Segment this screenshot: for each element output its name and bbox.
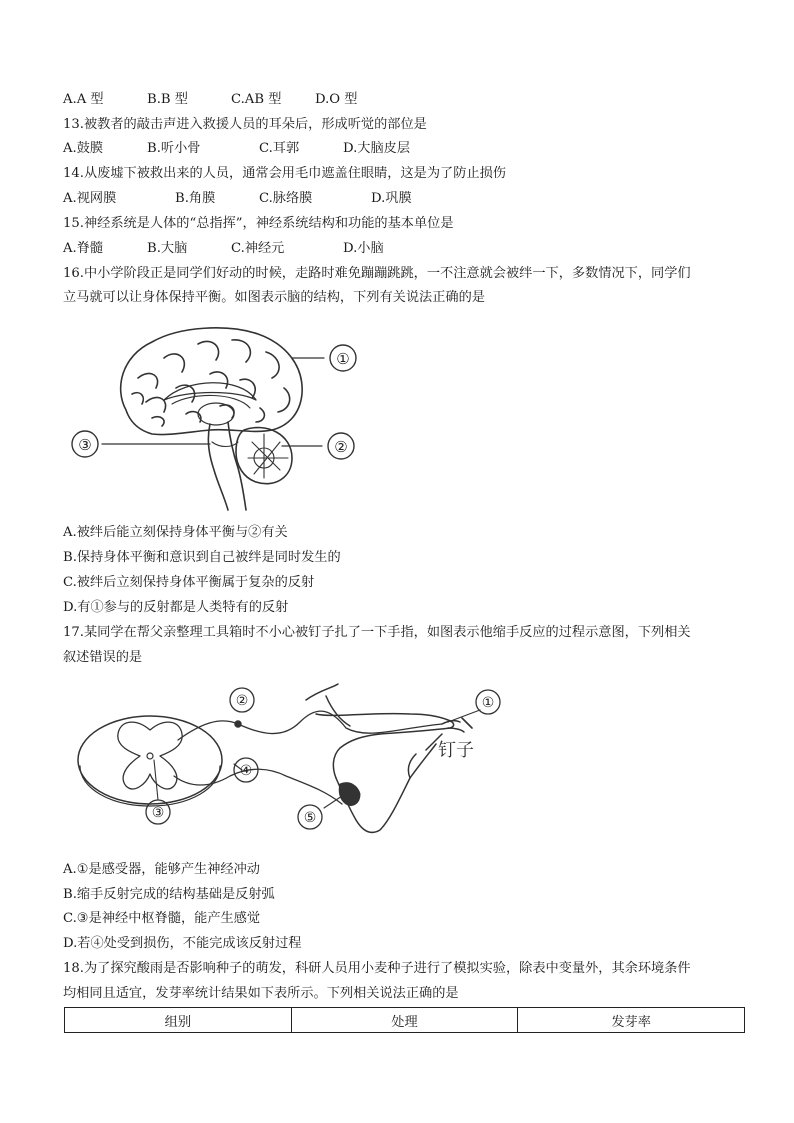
reflex-label-3: ③: [151, 805, 165, 821]
q16-option-c[interactable]: C.被绊后立刻保持身体平衡属于复杂的反射: [63, 575, 315, 590]
germination-table: [64, 1007, 745, 1033]
reflex-label-5: ⑤: [303, 810, 317, 826]
nail-label: 钉子: [438, 740, 474, 761]
table-header-row: [65, 1008, 745, 1033]
q13-option-d[interactable]: D.大脑皮层: [343, 141, 411, 156]
table-header-germination-rate: 发芽率: [518, 1008, 745, 1033]
q14-option-c[interactable]: C.脉络膜: [259, 191, 313, 206]
q15-option-b[interactable]: B.大脑: [147, 241, 188, 256]
q13-option-a[interactable]: A.鼓膜: [63, 141, 104, 156]
reflex-label-1: ①: [481, 695, 495, 711]
q16-option-b[interactable]: B.保持身体平衡和意识到自己被绊是同时发生的: [63, 550, 341, 565]
q14-option-a[interactable]: A.视网膜: [63, 191, 117, 206]
q12-option-d[interactable]: D.O 型: [315, 92, 358, 107]
q17-option-c[interactable]: C.③是神经中枢脊髓，能产生感觉: [63, 911, 261, 926]
q16-option-a[interactable]: A.被绊后能立刻保持身体平衡与②有关: [63, 525, 288, 540]
q15-option-d[interactable]: D.小脑: [343, 241, 384, 256]
q14-option-d[interactable]: D.巩膜: [371, 191, 412, 206]
q14-stem: 14.从废墟下被救出来的人员，通常会用毛巾遮盖住眼睛，这是为了防止损伤: [63, 166, 506, 181]
q12-option-a[interactable]: A.A 型: [63, 92, 104, 107]
reflex-arc-figure: [70, 680, 510, 855]
brain-label-3: ③: [78, 436, 92, 454]
q15-stem: 15.神经系统是人体的“总指挥”，神经系统结构和功能的基本单位是: [63, 216, 454, 231]
q15-option-c[interactable]: C.神经元: [231, 241, 285, 256]
q16-stem-line2: 立马就可以让身体保持平衡。如图表示脑的结构，下列有关说法正确的是: [63, 290, 485, 305]
brain-structure-figure: [60, 318, 380, 513]
reflex-label-4: ④: [239, 763, 253, 779]
q17-option-a[interactable]: A.①是感受器，能够产生神经冲动: [63, 862, 260, 877]
table-header-group: 组别: [65, 1008, 292, 1033]
q16-option-d[interactable]: D.有①参与的反射都是人类特有的反射: [63, 600, 289, 615]
q16-stem-line1: 16.中小学阶段正是同学们好动的时候，走路时难免蹦蹦跳跳，一不注意就会被绊一下，多数情况下，同学们: [63, 266, 691, 281]
q12-option-c[interactable]: C.AB 型: [231, 92, 282, 107]
q12-option-b[interactable]: B.B 型: [147, 92, 188, 107]
q17-option-d[interactable]: D.若④处受到损伤，不能完成该反射过程: [63, 936, 302, 951]
q17-stem-line1: 17.某同学在帮父亲整理工具箱时不小心被钉子扎了一下手指，如图表示他缩手反应的过程示意图，下列相关: [63, 625, 691, 640]
q13-option-c[interactable]: C.耳郭: [259, 141, 300, 156]
q18-stem-line1: 18.为了探究酸雨是否影响种子的萌发，科研人员用小麦种子进行了模拟实验，除表中变量外，其余环境条件: [63, 961, 691, 976]
q17-option-b[interactable]: B.缩手反射完成的结构基础是反射弧: [63, 887, 275, 902]
brain-label-1: ①: [336, 350, 350, 368]
q15-option-a[interactable]: A.脊髓: [63, 241, 104, 256]
q13-option-b[interactable]: B.听小骨: [147, 141, 201, 156]
q18-stem-line2: 均相同且适宜，发芽率统计结果如下表所示。下列相关说法正确的是: [63, 986, 459, 1001]
table-header-treatment: 处理: [291, 1008, 518, 1033]
reflex-label-2: ②: [235, 693, 249, 709]
q13-stem: 13.被教者的敲击声进入救援人员的耳朵后，形成听觉的部位是: [63, 117, 427, 132]
q17-stem-line2: 叙述错误的是: [63, 650, 143, 665]
brain-label-2: ②: [334, 438, 348, 456]
q14-option-b[interactable]: B.角膜: [175, 191, 216, 206]
